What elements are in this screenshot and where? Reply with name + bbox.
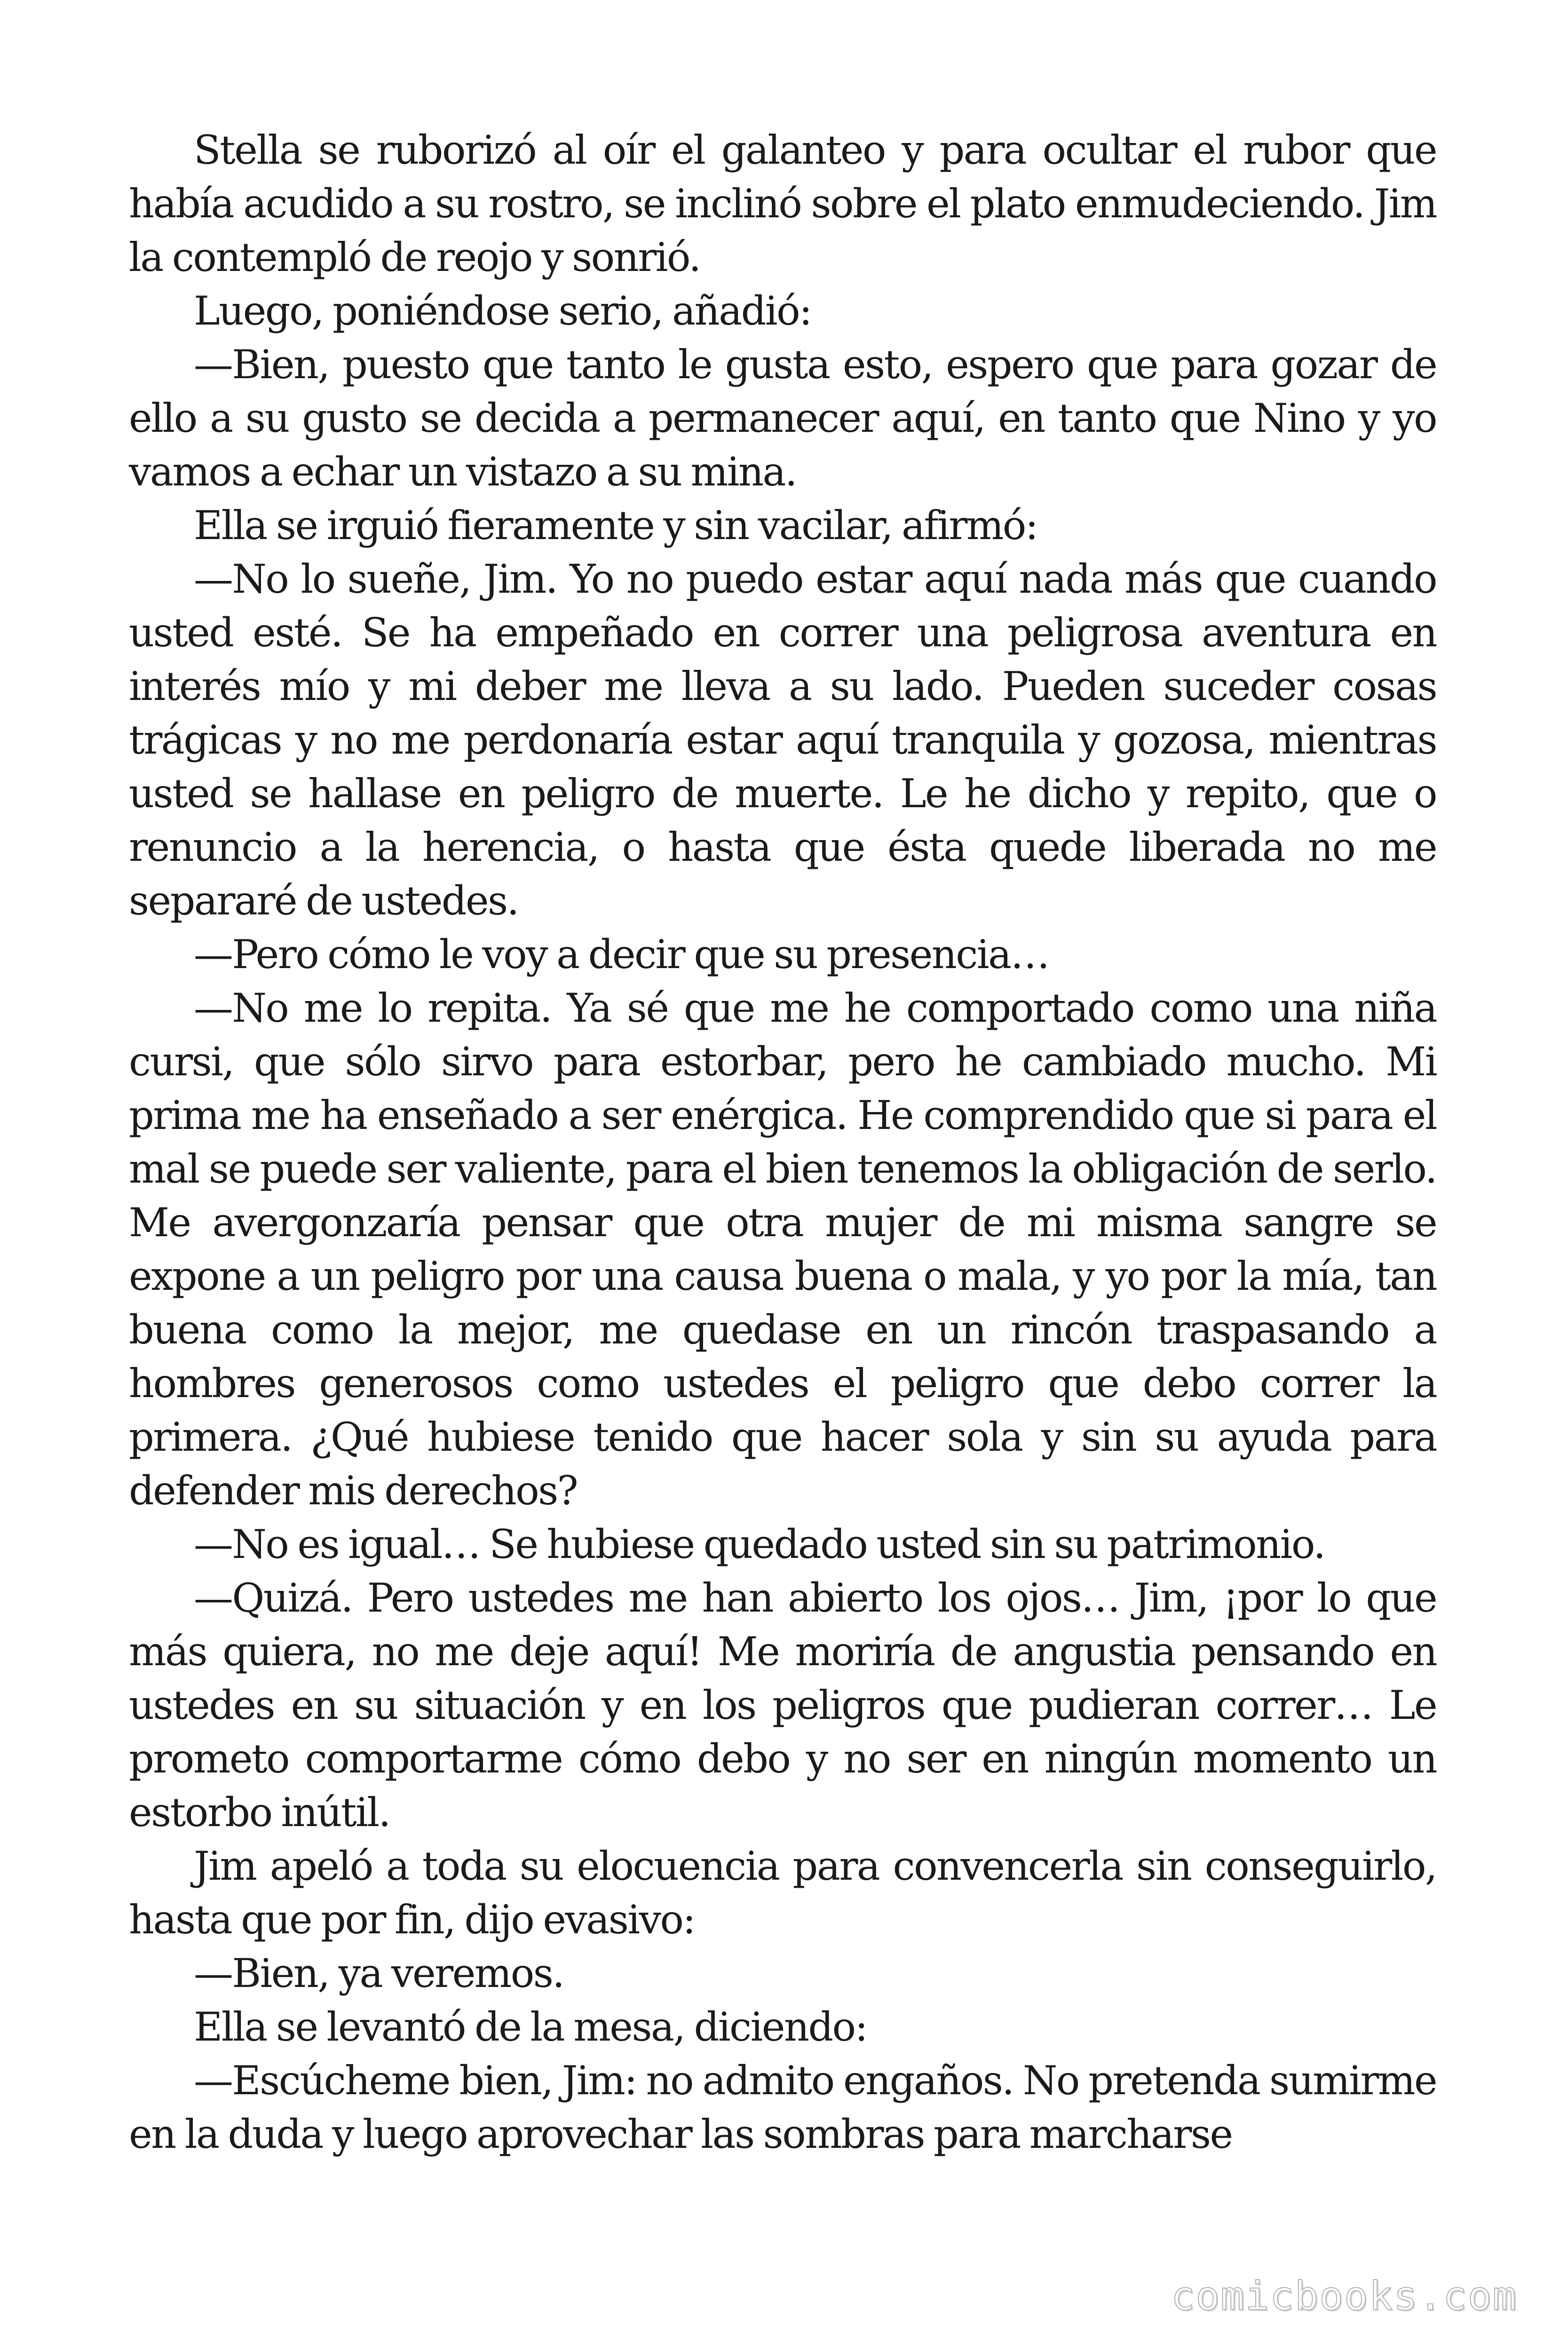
paragraph: —Bien, ya veremos. (194, 1950, 564, 1996)
paragraph: —Escúcheme bien, Jim: no admito engaños. No pretenda sumirme en la duda y luego aprovechar las sombras para marcharse (129, 2058, 1436, 2157)
paragraph: —Bien, puesto que tanto le gusta esto, espero que para gozar de ello a su gusto se decida a permanecer aquí, en tanto que Nino y yo vamos a echar un vistazo a su mina. (129, 342, 1436, 495)
paragraph: Luego, poniéndose serio, añadió: (194, 288, 811, 334)
watermark: comicbooks.com (1171, 2273, 1517, 2319)
paragraph: —No me lo repita. Ya sé que me he comportado como una niña cursi, que sólo sirvo para estorbar, pero he cambiado mucho. Mi prima me ha enseñado a ser enérgica. He comprendido que si para el mal se puede ser valiente, para el bien tenemos la obligación de serlo. Me avergonzaría pensar que otra mujer de mi misma sangre se expone a un peligro por una causa buena o mala, y yo por la mía, tan buena como la mejor, me quedase en un rincón traspasando a hombres generosos como ustedes el peligro que debo correr la primera. ¿Qué hubiese tenido que hacer sola y sin su ayuda para defender mis derechos? (129, 985, 1436, 1514)
paragraph: Ella se levantó de la mesa, diciendo: (194, 2004, 867, 2050)
paragraph: Ella se irguió fieramente y sin vacilar, afirmó: (194, 502, 1037, 548)
paragraph: —Pero cómo le voy a decir que su presencia… (194, 931, 1049, 977)
page-text (129, 123, 1436, 2161)
paragraph: Jim apeló a toda su elocuencia para convencerla sin conseguirlo, hasta que por fin, dijo evasivo: (129, 1843, 1436, 1943)
paragraph: —No lo sueñe, Jim. Yo no puedo estar aquí nada más que cuando usted esté. Se ha empeñado en correr una peligrosa aventura en interés mío y mi deber me lleva a su lado. Pueden suceder cosas trágicas y no me perdonaría estar aquí tranquila y gozosa, mientras usted se hallase en peligro de muerte. Le he dicho y repito, que o renuncio a la herencia, o hasta que ésta quede liberada no me separaré de ustedes. (129, 556, 1436, 924)
paragraph: Stella se ruborizó al oír el galanteo y para ocultar el rubor que había acudido a su rostro, se inclinó sobre el plato enmudeciendo. Jim la contempló de reojo y sonrió. (129, 127, 1436, 280)
paragraph: —No es igual… Se hubiese quedado usted sin su patrimonio. (194, 1521, 1325, 1567)
paragraph: —Quizá. Pero ustedes me han abierto los ojos… Jim, ¡por lo que más quiera, no me deje aquí! Me moriría de angustia pensando en ustedes en su situación y en los peligros que pudieran correr… Le prometo comportarme cómo debo y no ser en ningún momento un estorbo inútil. (129, 1575, 1436, 1836)
